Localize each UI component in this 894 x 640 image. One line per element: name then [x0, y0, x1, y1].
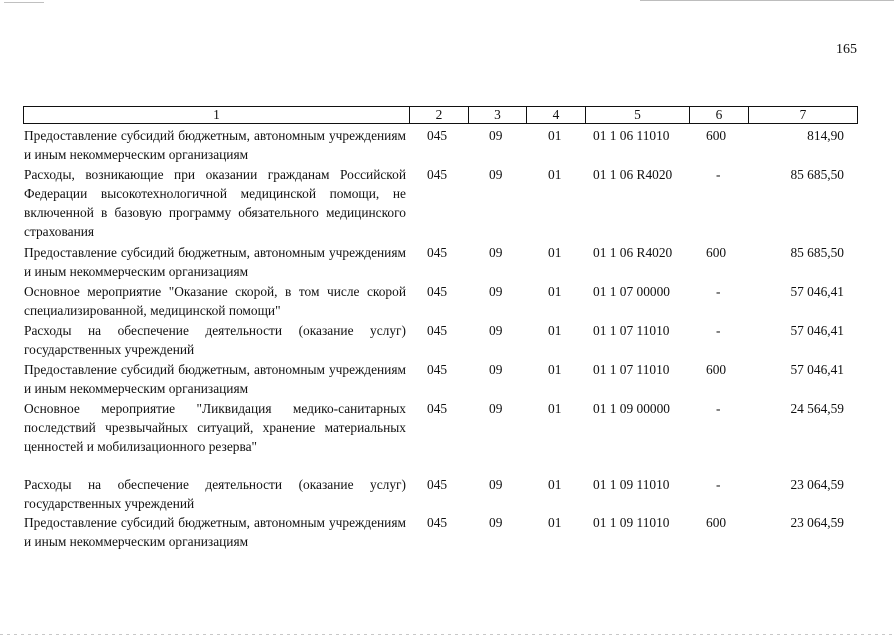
row-col-3: 09 [489, 284, 503, 299]
row-col-7: 85 685,50 [790, 167, 844, 182]
row-description: Предоставление субсидий бюджетным, автономным учреждениям и иным некоммерческим организациям [24, 245, 406, 279]
row-description: Предоставление субсидий бюджетным, автономным учреждениям и иным некоммерческим организациям [24, 128, 406, 162]
header-col-2: 2 [409, 106, 469, 124]
row-col-4: 01 [548, 477, 562, 492]
row-col-5: 01 1 09 00000 [593, 401, 670, 416]
row-col-5: 01 1 06 R4020 [593, 167, 673, 182]
row-col-4: 01 [548, 401, 562, 416]
row-col-5: 01 1 07 11010 [593, 323, 670, 338]
row-col-3: 09 [489, 477, 503, 492]
row-col-2: 045 [427, 515, 448, 530]
row-description: Расходы на обеспечение деятельности (оказание услуг) государственных учреждений [24, 477, 406, 511]
row-col-2: 045 [427, 128, 448, 143]
row-col-2: 045 [427, 245, 448, 260]
row-col-2: 045 [427, 477, 448, 492]
row-description: Расходы на обеспечение деятельности (оказание услуг) государственных учреждений [24, 323, 406, 357]
row-col-7: 85 685,50 [790, 245, 844, 260]
row-col-4: 01 [548, 515, 562, 530]
row-col-5: 01 1 09 11010 [593, 477, 670, 492]
row-description: Предоставление субсидий бюджетным, автономным учреждениям и иным некоммерческим организациям [24, 362, 406, 396]
row-col-4: 01 [548, 284, 562, 299]
row-col-6: 600 [706, 362, 727, 377]
row-col-6: - [716, 284, 721, 299]
scan-artifact-bottom-edge [0, 634, 894, 635]
row-description: Основное мероприятие "Оказание скорой, в том числе скорой специализированной, медицинской помощи" [24, 284, 406, 318]
header-col-1: 1 [23, 106, 410, 124]
row-col-3: 09 [489, 128, 503, 143]
scan-artifact-top-edge [640, 0, 894, 1]
row-col-5: 01 1 06 R4020 [593, 245, 673, 260]
row-col-4: 01 [548, 128, 562, 143]
row-col-4: 01 [548, 362, 562, 377]
row-col-6: - [716, 401, 721, 416]
row-col-4: 01 [548, 323, 562, 338]
row-col-3: 09 [489, 167, 503, 182]
row-col-3: 09 [489, 323, 503, 338]
row-col-2: 045 [427, 362, 448, 377]
row-col-7: 57 046,41 [790, 323, 844, 338]
row-description: Расходы, возникающие при оказании гражданам Российской Федерации высокотехнологичной медицинской помощи, не включенной в базовую программу обязательного медицинского страхования [24, 167, 406, 239]
scan-artifact-top-left [4, 2, 44, 3]
row-col-4: 01 [548, 167, 562, 182]
row-col-7: 57 046,41 [790, 284, 844, 299]
row-description: Основное мероприятие "Ликвидация медико-санитарных последствий чрезвычайных ситуаций, хранение материальных ценностей и мобилизационного резерва" [24, 401, 406, 454]
row-col-5: 01 1 07 00000 [593, 284, 670, 299]
row-col-2: 045 [427, 323, 448, 338]
row-col-6: 600 [706, 515, 727, 530]
row-col-3: 09 [489, 401, 503, 416]
row-col-7: 24 564,59 [790, 401, 844, 416]
row-col-2: 045 [427, 401, 448, 416]
header-col-7: 7 [748, 106, 858, 124]
row-col-3: 09 [489, 362, 503, 377]
row-col-7: 57 046,41 [790, 362, 844, 377]
row-col-6: - [716, 167, 721, 182]
row-col-7: 23 064,59 [790, 477, 844, 492]
header-col-6: 6 [689, 106, 749, 124]
row-col-3: 09 [489, 245, 503, 260]
row-col-5: 01 1 09 11010 [593, 515, 670, 530]
row-col-7: 814,90 [807, 128, 844, 143]
header-col-4: 4 [526, 106, 586, 124]
row-col-7: 23 064,59 [790, 515, 844, 530]
row-col-6: 600 [706, 128, 727, 143]
row-col-5: 01 1 07 11010 [593, 362, 670, 377]
page-number: 165 [836, 42, 857, 57]
row-col-6: - [716, 477, 721, 492]
row-col-6: - [716, 323, 721, 338]
row-col-6: 600 [706, 245, 727, 260]
header-col-5: 5 [585, 106, 690, 124]
row-col-2: 045 [427, 284, 448, 299]
row-col-5: 01 1 06 11010 [593, 128, 670, 143]
row-description: Предоставление субсидий бюджетным, автономным учреждениям и иным некоммерческим организациям [24, 515, 406, 549]
header-col-3: 3 [468, 106, 527, 124]
row-col-3: 09 [489, 515, 503, 530]
row-col-4: 01 [548, 245, 562, 260]
row-col-2: 045 [427, 167, 448, 182]
